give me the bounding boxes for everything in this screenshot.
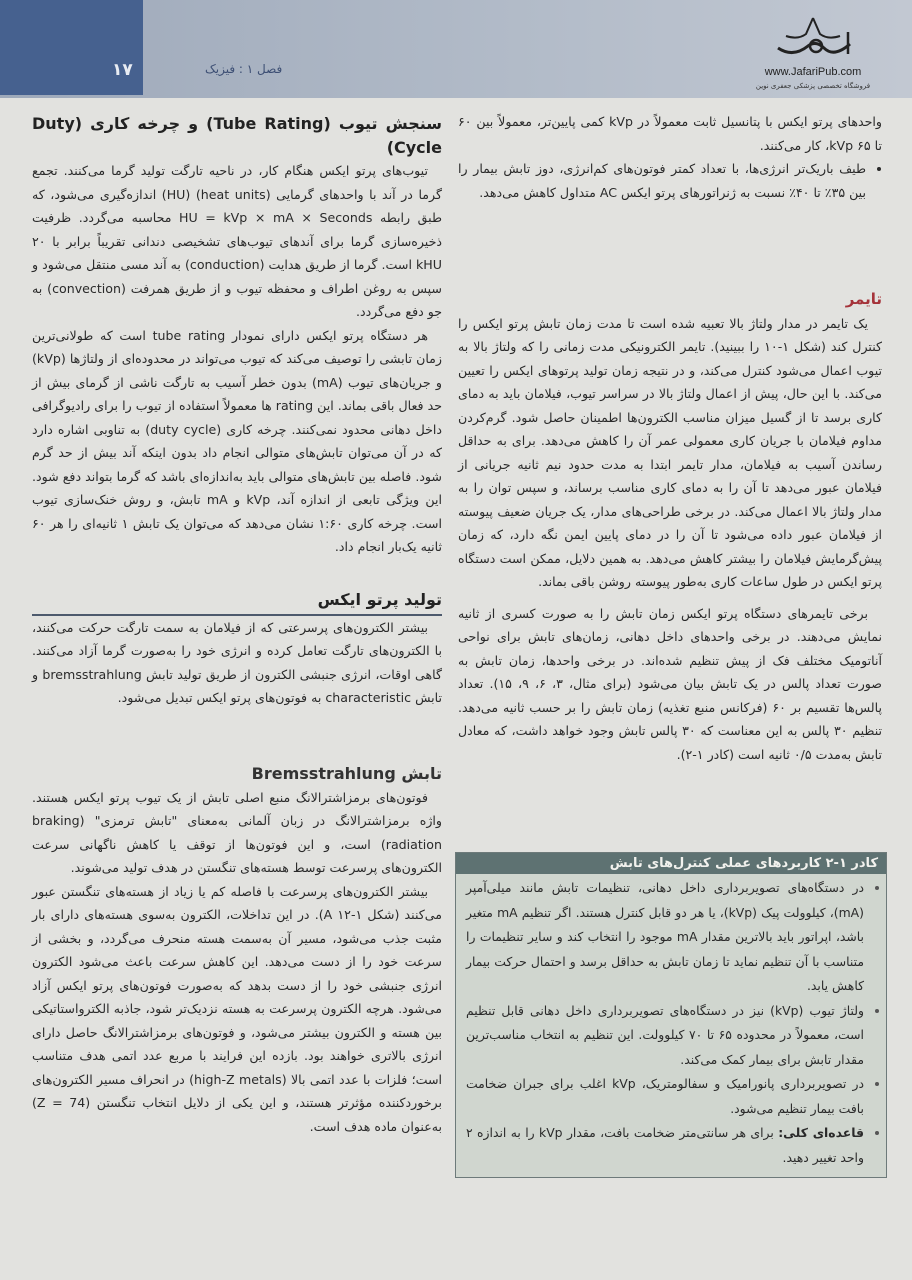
page-number-box xyxy=(0,0,143,95)
bremsstrahlung-section xyxy=(32,762,442,1138)
xray-production-section xyxy=(32,588,442,710)
publisher-url[interactable]: www.JafariPub.com xyxy=(764,66,862,78)
tube-rating-heading: سنجش تیوب (Tube Rating) و چرخه کاری (Duty Cycle) xyxy=(32,114,443,157)
chapter-title: فصل ۱ : فیزیک xyxy=(205,62,283,76)
publisher-logo xyxy=(748,14,878,90)
bremsstrahlung-paragraph-2: بیشتر الکترون‌های پرسرعت با فاصله کم یا زیاد از هسته‌های تنگستن عبور می‌کنند (شکل ۱-۱۲ A). در این تداخلات، الکترون به‌سوی هسته‌های دارای بار مثبت جذب می‌شود، مسیر آن به‌سمت هسته منحرف می‌گردد، و بخشی از سرعت خود را از دست می‌دهد. این کاهش سرعت باعث می‌شود الکترون انرژی جنبشی خود را از دست بدهد که به‌صورت فوتون‌های پرتو ایکس آزاد می‌شود. هرچه الکترون پرسرعت به هسته نزدیک‌تر شود، جاذبه الکترواستاتیکی بین هسته و الکترون بیشتر می‌شود، و فوتون‌های برمزاشترالانگ حاصل دارای انرژی بالاتری خواهند بود. بازده این فرایند با مربع عدد اتمی هدف متناسب است؛ فلزات با عدد اتمی بالا (high-Z metals) در انحراف مسیر الکترون‌های برخوردکننده مؤثرتر هستند، و این یکی از دلایل انتخاب تنگستن (Z = 74) به‌عنوان ماده هدف است. xyxy=(32,883,442,1134)
timer-paragraph-1: یک تایمر در مدار ولتاژ بالا تعبیه شده است تا مدت زمان تابش پرتو ایکس را کنترل کند (شکل ۱-۱۰ را ببینید). تایمر الکترونیکی مدت زمانی را که ولتاژ بالا به تیوب اعمال می‌شود کنترل می‌کند، و در نتیجه زمان تولید پرتوهای ایکس را تعیین می‌کند. با این حال، پیش از اعمال ولتاژ بالا در سراسر تیوب، فیلامان باید به دمای کاری برسد تا از گسیل میزان مناسب الکترون‌ها اطمینان حاصل شود. گرم‌کردن مداوم فیلامان با جریان کاری معمولی عمر آن را کاهش می‌دهد. برای به حداقل رساندن آسیب به فیلامان، مدار تایمر ابتدا به مدت حدود نیم ثانیه جریانی از فیلامان عبور می‌دهد تا آن را به دمای کاری مناسب برساند، و سپس توان را به مدار ولتاژ بالا اعمال می‌کند. در برخی طراحی‌های مدار، یک جریان ضعیف پیوسته از فیلامان عبور داده می‌شود تا آن را در دمای پایین ایمن نگه دارد، که زمان پیش‌گرمایش فیلامان را بیشتر کاهش می‌دهد. به همین دلایل، ممکن است دستگاه پرتو ایکس در طول ساعات کاری به‌طور پیوسته روشن باقی بماند. xyxy=(458,315,882,589)
right-column-top xyxy=(458,110,882,204)
timer-section xyxy=(458,288,882,766)
timer-paragraph-2: برخی تایمرهای دستگاه پرتو ایکس زمان تابش را به صورت کسری از ثانیه نمایش می‌دهند. در برخی واحدهای داخل دهانی، زمان‌های تابش برای نواحی آناتومیک مختلف فک از پیش تنظیم شده‌اند. در برخی واحدها، زمان تابش به صورت تعداد پالس در یک تابش بیان می‌شود (برای مثال، ۳، ۶، ۹، ۱۵). تعداد پالس‌ها تقسیم بر ۶۰ (فرکانس منبع تغذیه) زمان تابش را بر حسب ثانیه می‌دهد. تنظیم ۳۰ پالس به این معناست که ۳۰ پالس تابش وجود خواهد داشت، که معادل تابش به‌مدت ۰/۵ ثانیه است (کادر ۱-۲). xyxy=(458,605,883,762)
rule-text: برای هر سانتی‌متر ضخامت بافت، مقدار kVp را به اندازه ۲ واحد تغییر دهید. xyxy=(466,1125,864,1165)
box-title: کادر ۱-۲ کاربردهای عملی کنترل‌های تابش xyxy=(456,853,886,874)
page-header xyxy=(0,0,912,98)
tube-rating-paragraph-2: هر دستگاه پرتو ایکس دارای نمودار tube rating است که طولانی‌ترین زمان تابشی را توصیف می‌کند که تیوب می‌تواند در محدوده‌ای از ولتاژها (kVp) و جریان‌های تیوب (mA) بدون خطر آسیب به تارگت ناشی از گرمای بیش از حد فعال باقی بماند. این rating ها معمولاً استفاده از تیوب را برای رادیوگرافی داخل دهانی محدود نمی‌کنند. چرخه کاری (duty cycle) به تناوبی اشاره دارد که در آن می‌توان تابش‌های متوالی انجام داد بدون اینکه آند بیش از حد گرم شود. فاصله بین تابش‌های متوالی باید به‌اندازه‌ای باشد که گرما بتواند دفع شود. این ویژگی تابعی از اندازه آند، kVp و mA تابش، و روش خنک‌سازی تیوب است. چرخه کاری ۱:۶۰ نشان می‌دهد که می‌توان یک تابش ۱ ثانیه‌ای را هر ۶۰ ثانیه یک‌بار انجام داد. xyxy=(32,327,443,554)
publisher-subtitle: فروشگاه تخصصی پزشکی جعفری نوین xyxy=(755,82,871,90)
spectrum-bullet: • طیف باریک‌تر انرژی‌ها، با تعداد کمتر فوتون‌های کم‌انرژی، دوز تابش بیمار را بین ۳۵٪ تا ۴۰٪ نسبت به ژنراتورهای پرتو ایکس AC متداول کاهش می‌دهد. xyxy=(458,157,866,204)
xray-production-heading: تولید پرتو ایکس xyxy=(32,588,442,616)
jafari-logo-icon xyxy=(768,14,858,66)
xray-production-paragraph: بیشتر الکترون‌های پرسرعتی که از فیلامان به سمت تارگت حرکت می‌کنند، با الکترون‌های تارگت تعامل کرده و انرژی خود را به‌صورت گرما آزاد می‌کنند. گاهی اوقات، انرژی جنبشی الکترون از طریق تولید تابش bremsstrahlung و تابش characteristic به فوتون‌های پرتو ایکس تبدیل می‌شود. xyxy=(32,619,442,705)
bremsstrahlung-paragraph-1: فوتون‌های برمزاشترالانگ منبع اصلی تابش از یک تیوب پرتو ایکس هستند. واژه برمزاشترالانگ در زبان آلمانی به‌معنای "تابش ترمزی" (braking radiation) است، و این فوتون‌ها از توقف یا کاهش ناگهانی سرعت الکترون‌های پرسرعت توسط هسته‌های تنگستن در هدف تولید می‌شوند. xyxy=(32,789,442,875)
box-1-2 xyxy=(455,852,887,1178)
box-bullet-rule xyxy=(466,1121,864,1170)
box-bullet-kvp: • ولتاژ تیوب (kVp) نیز در دستگاه‌های تصویربرداری داخل دهانی قابل تنظیم است، معمولاً در محدوده ۶۵ تا ۷۰ کیلوولت. این تنظیم به انتخاب مناسب‌ترین مقدار تابش برای بیمار کمک می‌کند. xyxy=(466,999,864,1073)
box-bullet-ma: • در دستگاه‌های تصویربرداری داخل دهانی، تنظیمات تابش مانند میلی‌آمپر (mA)، کیلوولت پیک (kVp)، یا هر دو قابل کنترل هستند. اگر تنظیم mA متغیر باشد، اپراتور باید بالاترین مقدار mA موجود را انتخاب کند و سایر تنظیمات را متناسب با آن تنظیم نماید تا زمان تابش به حداقل برسد و احتمال حرکت بیمار کاهش یابد. xyxy=(466,876,864,999)
tube-rating-section xyxy=(32,112,442,559)
bremsstrahlung-heading: تابش Bremsstrahlung xyxy=(251,764,442,783)
box-bullet-panoramic: • در تصویربرداری پانورامیک و سفالومتریک، kVp اغلب برای جبران ضخامت بافت بیمار تنظیم می‌شود. xyxy=(466,1072,864,1121)
page-number: ۱۷ xyxy=(112,60,133,80)
tube-rating-paragraph-1: تیوب‌های پرتو ایکس هنگام کار، در ناحیه تارگت تولید گرما می‌کنند. تجمع گرما در آند با واحدهای گرمایی (heat units) (HU) اندازه‌گیری می‌شود، که طبق رابطه HU = kVp × mA × Seconds محاسبه می‌گردد. ظرفیت ذخیره‌سازی گرما برای آندهای تیوب‌های تشخیصی دندانی تقریباً برابر با ۲۰ kHU است. گرما از طریق هدایت (conduction) به آند مسی منتقل می‌شود و سپس به روغن اطراف و محفظه تیوب و از طریق همرفت (convection) به جو دفع می‌گردد. xyxy=(32,163,442,319)
timer-heading: تایمر xyxy=(845,290,882,308)
constant-potential-paragraph: واحدهای پرتو ایکس با پتانسیل ثابت معمولاً در kVp کمی پایین‌تر، معمولاً بین ۶۰ تا ۶۵ kVp، کار می‌کنند. xyxy=(458,114,882,153)
rule-label: قاعده‌ای کلی: xyxy=(778,1125,865,1140)
